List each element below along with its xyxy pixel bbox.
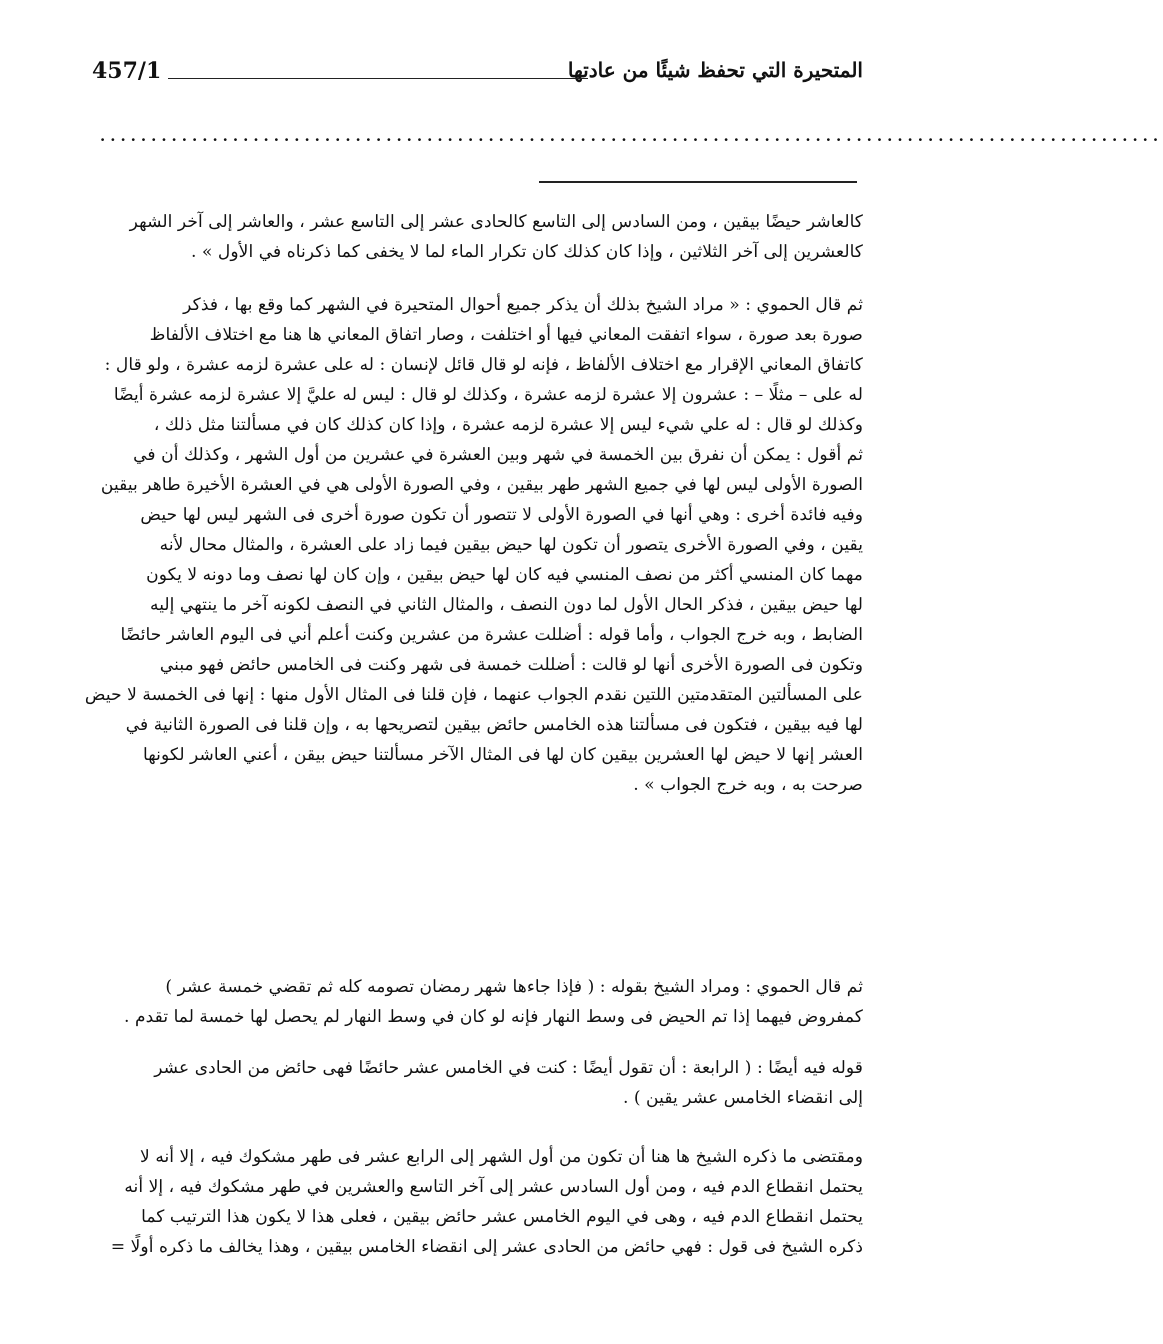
text-line: يحتمل انقطاع الدم فيه ، وهى في اليوم الخامس عشر حائض بيقين ، فعلى هذا لا يكون هذا الترتيب كما	[141, 1207, 863, 1227]
text-line: وكذلك لو قال : له علي شيء ليس إلا عشرة لزمه عشرة ، وإذا كان كذلك كان في مسألتنا مثل ذلك ،	[153, 415, 863, 435]
text-line: كالعاشر حيضًا بيقين ، ومن السادس إلى التاسع كالحادى عشر إلى التاسع عشر ، والعاشر إلى آخر الشهر	[129, 212, 863, 232]
text-line: إلى انقضاء الخامس عشر يقين ) .	[622, 1088, 863, 1108]
text-line: صورة بعد صورة ، سواء اتفقت المعاني فيها أو اختلفت ، وصار اتفاق المعاني ها هنا مع اختلاف الألفاظ	[149, 325, 863, 345]
text-line: ثم قال الحموي : « مراد الشيخ بذلك أن يذكر جميع أحوال المتحيرة في الشهر كما وقع بها ، فذكر	[183, 295, 863, 315]
text-line: صرحت به ، وبه خرج الجواب » .	[633, 775, 863, 795]
text-line: ذكره الشيخ فى قول : فهي حائض من الحادى عشر إلى انقضاء الخامس بيقين ، وهذا يخالف ما ذكره أولًا =	[110, 1237, 863, 1257]
text-line: ثم أقول : يمكن أن نفرق بين الخمسة في شهر وبين العشرة في عشرين من أول الشهر ، وكذلك أن في	[133, 445, 863, 465]
text-line: قوله فيه أيضًا : ( الرابعة : أن تقول أيضًا : كنت في الخامس عشر حائضًا فهى حائض من الحادى عشر	[154, 1058, 863, 1078]
footnote-rule	[539, 181, 857, 183]
text-line: لها حيض بيقين ، فذكر الحال الأول لما دون النصف ، والمثال الثاني في النصف لكونه آخر ما ينتهي إليه	[150, 595, 863, 615]
text-line: كاتفاق المعاني الإقرار مع اختلاف الألفاظ ، فإنه لو قال قائل لإنسان : له على عشرة لزمه عشرة ، ولو قال :	[104, 355, 863, 375]
header-rule	[168, 78, 588, 79]
text-line: مهما كان المنسي أكثر من نصف المنسي فيه كان لها حيض بيقين ، وإن كان لها نصف وما دونه لا يكون	[146, 565, 863, 585]
text-line: وتكون فى الصورة الأخرى أنها لو قالت : أضللت خمسة فى شهر وكنت فى الخامس حائض فهو مبني	[159, 655, 863, 675]
text-line: له على – مثلًا – : عشرون إلا عشرة لزمه عشرة ، وكذلك لو قال : ليس له عليَّ إلا عشرة لزمه عشرة أيضًا	[113, 385, 863, 405]
text-line: كالعشرين إلى آخر الثلاثين ، وإذا كان كذلك كان تكرار الماء لما لا يخفى كما ذكرناه في الأول » .	[190, 242, 863, 262]
text-line: الصورة الأولى ليس لها في جميع الشهر طهر بيقين ، وفي الصورة الأولى هي في العشرة الأخيرة طاهر بيقين	[100, 475, 863, 495]
paragraph-5	[90, 1142, 863, 1262]
paragraph-1	[90, 207, 863, 267]
dotted-separator: ........................................................................................................	[100, 127, 1163, 145]
paragraph-4	[90, 1053, 863, 1113]
text-line: الضابط ، وبه خرج الجواب ، وأما قوله : أضللت عشرة من عشرين وكنت أعلم أني فى اليوم العاشر حائضًا	[120, 625, 863, 645]
paragraph-3	[90, 972, 863, 1032]
running-header-title: المتحيرة التي تحفظ شيئًا من عادتها	[567, 58, 863, 82]
text-line: العشر إنها لا حيض لها العشرين بيقين كان لها فى المثال الآخر مسألتنا حيض بيقن ، أعني العاشر لكونها	[143, 745, 863, 765]
text-line: على المسألتين المتقدمتين اللتين نقدم الجواب عنهما ، فإن قلنا فى المثال الأول منها : إنها فى الخمسة لا حيض	[84, 685, 863, 705]
paragraph-2	[84, 290, 863, 800]
text-line: يقين ، وفي الصورة الأخرى يتصور أن تكون لها حيض بيقين فيما زاد على العشرة ، والمثال محال لأنه	[159, 535, 863, 555]
text-line: كمفروض فيهما إذا تم الحيض فى وسط النهار فإنه لو كان في وسط النهار لم يحصل لها خمسة لما تقدم .	[124, 1007, 863, 1027]
text-line: ومقتضى ما ذكره الشيخ ها هنا أن تكون من أول الشهر إلى الرابع عشر فى طهر مشكوك فيه ، إلا أنه لا	[140, 1147, 863, 1167]
text-line: يحتمل انقطاع الدم فيه ، ومن أول السادس عشر إلى آخر التاسع والعشرين في طهر مشكوك فيه ، إلا أنه	[124, 1177, 863, 1197]
text-line: لها فيه بيقين ، فتكون فى مسألتنا هذه الخامس حائض بيقين لتصريحها به ، وإن قلنا فى الصورة الثانية في	[125, 715, 863, 735]
text-line: وفيه فائدة أخرى : وهي أنها في الصورة الأولى لا تتصور أن تكون صورة أخرى فى الشهر ليس لها حيض	[140, 505, 863, 525]
text-line: ثم قال الحموي : ومراد الشيخ بقوله : ( فإذا جاءها شهر رمضان تصومه كله ثم تقضي خمسة عشر )	[165, 977, 863, 997]
page-number: 457/1	[92, 58, 162, 84]
